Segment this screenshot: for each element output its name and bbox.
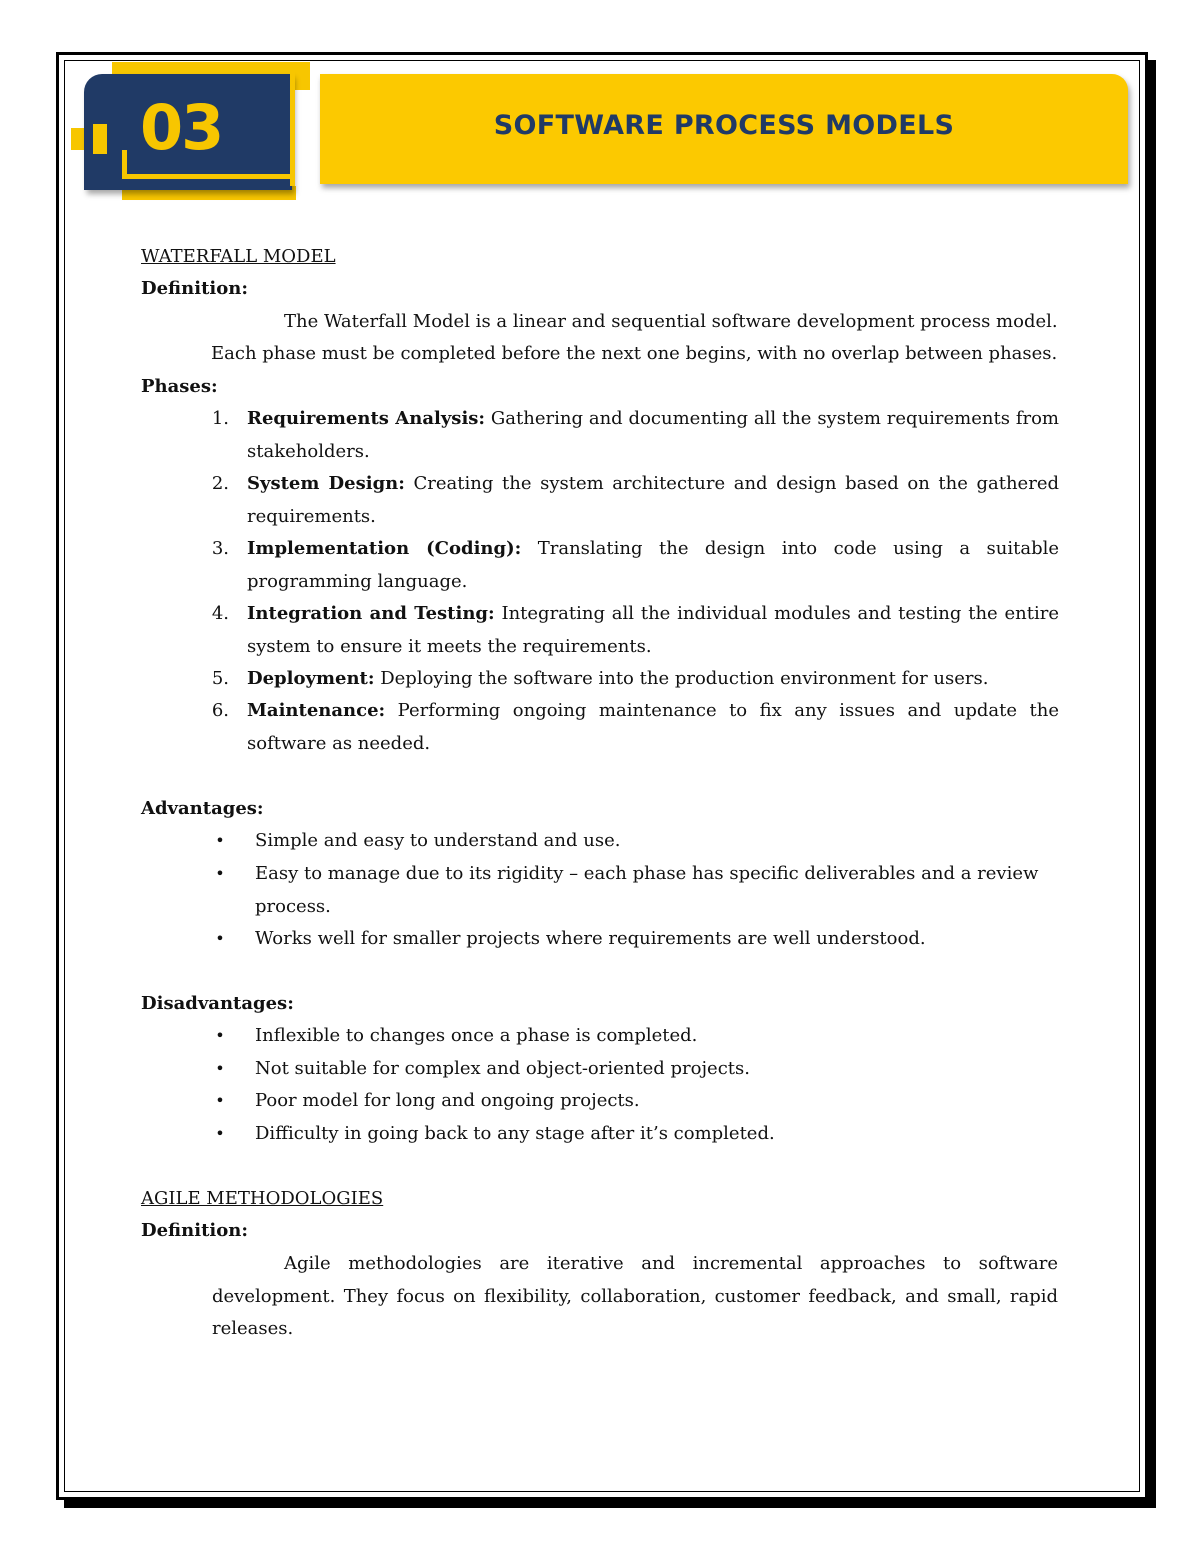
agile-definition-text: Agile methodologies are iterative and incremental approaches to software development. They focus on flexibility, collaboration, customer feedback, and small, rapid releases. (212, 1253, 1058, 1339)
phase-term: Requirements Analysis: (247, 408, 486, 429)
badge-accent-line-horizontal (122, 174, 292, 179)
phase-text (247, 695, 1059, 760)
waterfall-definition-line2: Each phase must be completed before the next one begins, with no overlap between phases. (211, 343, 1058, 364)
agile-heading: AGILE METHODOLOGIES (141, 1188, 384, 1209)
disadvantages-label: Disadvantages: (141, 993, 294, 1014)
disadvantage-text: Poor model for long and ongoing projects. (255, 1090, 640, 1111)
waterfall-heading: WATERFALL MODEL (141, 246, 336, 267)
phase-number: 6. (211, 700, 229, 721)
waterfall-definition-label: Definition: (141, 278, 248, 299)
badge-accent-line-corner (122, 150, 127, 178)
phase-text (247, 403, 1059, 468)
bullet-icon: • (215, 1026, 225, 1045)
phase-description: Gathering and documenting all the system requirements from stakeholders. (247, 408, 1059, 462)
phase-term: System Design: (247, 473, 405, 494)
phase-term: Implementation (Coding): (247, 538, 522, 559)
phase-term: Deployment: (247, 668, 375, 689)
advantage-text: Easy to manage due to its rigidity – each phase has specific deliverables and a review process. (255, 863, 1039, 917)
bullet-icon: • (215, 929, 225, 948)
advantage-text: Simple and easy to understand and use. (255, 830, 621, 851)
phase-term: Maintenance: (247, 700, 386, 721)
chapter-number: 03 (140, 91, 223, 164)
bullet-icon: • (215, 864, 225, 883)
phase-description: Performing ongoing maintenance to fix any issues and update the software as needed. (247, 700, 1059, 754)
advantages-label: Advantages: (141, 798, 264, 819)
bullet-icon: • (215, 1059, 225, 1078)
phase-number: 2. (211, 473, 229, 494)
phase-term: Integration and Testing: (247, 603, 495, 624)
phase-text (247, 533, 1059, 598)
phase-description: Creating the system architecture and design based on the gathered requirements. (247, 473, 1059, 527)
phase-number: 5. (211, 668, 229, 689)
phases-label: Phases: (141, 376, 218, 397)
bullet-icon: • (215, 1091, 225, 1110)
phase-text (247, 663, 1059, 696)
title-banner (320, 74, 1128, 184)
waterfall-definition-line1: The Waterfall Model is a linear and sequential software development process model. (284, 311, 1058, 332)
phase-number: 4. (211, 603, 229, 624)
disadvantage-text: Difficulty in going back to any stage after it’s completed. (255, 1123, 775, 1144)
bullet-icon: • (215, 831, 225, 850)
phase-number: 1. (211, 408, 229, 429)
phase-text (247, 468, 1059, 533)
disadvantage-text: Not suitable for complex and object-oriented projects. (255, 1058, 750, 1079)
phase-description: Deploying the software into the production environment for users. (374, 668, 989, 689)
phase-number: 3. (211, 538, 229, 559)
disadvantage-text: Inflexible to changes once a phase is completed. (255, 1025, 698, 1046)
phase-description: Integrating all the individual modules and testing the entire system to ensure it meets the requirements. (247, 603, 1059, 657)
bullet-icon: • (215, 1124, 225, 1143)
advantage-text: Works well for smaller projects where requirements are well understood. (255, 928, 926, 949)
page-title: SOFTWARE PROCESS MODELS (493, 110, 955, 141)
badge-accent-line-vertical (290, 68, 295, 186)
agile-definition-label: Definition: (141, 1220, 248, 1241)
phase-description: Translating the design into code using a suitable programming language. (247, 538, 1059, 592)
badge-accent-left-bar (93, 124, 107, 154)
phase-text (247, 598, 1059, 663)
